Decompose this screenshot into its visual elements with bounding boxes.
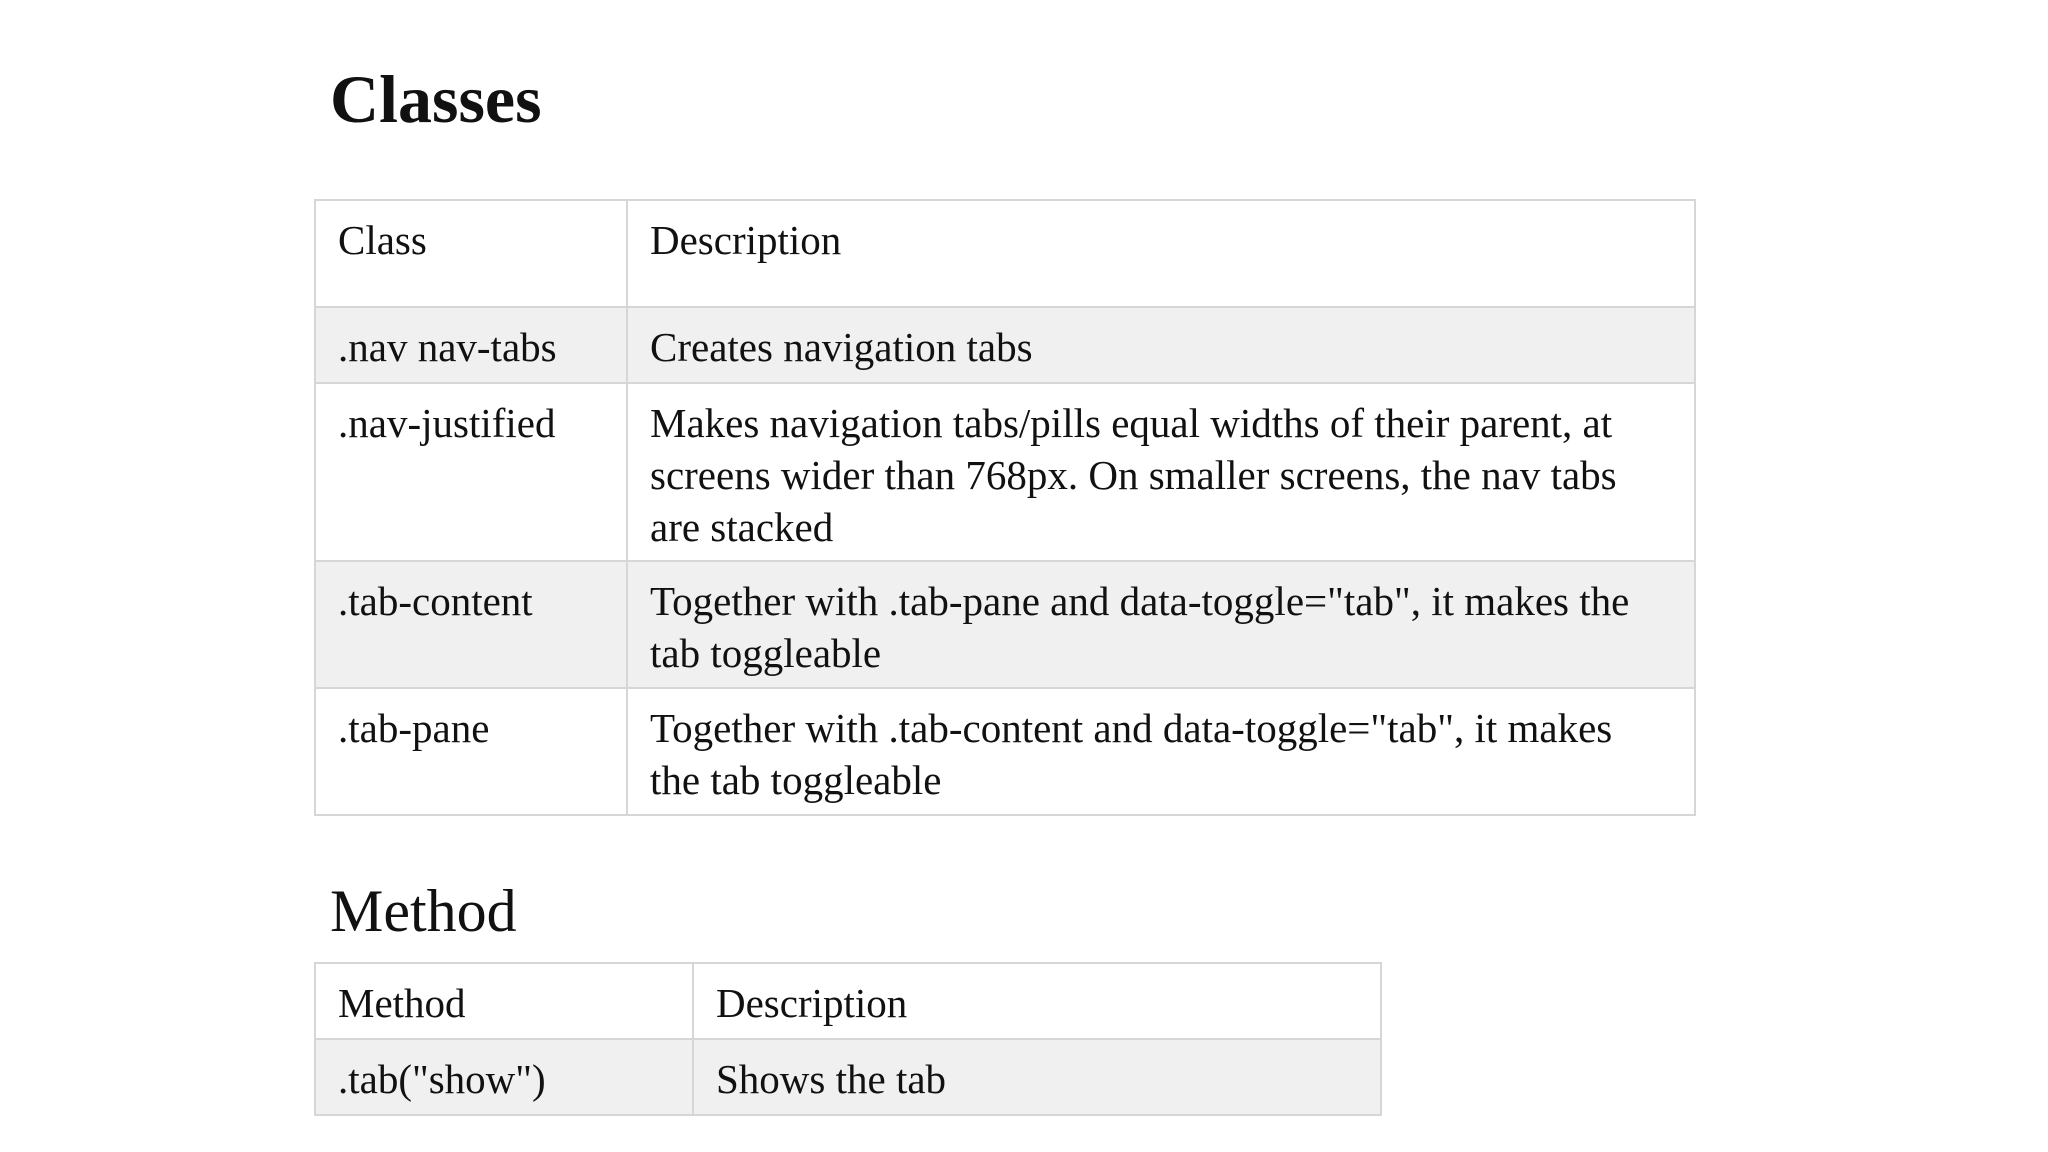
table-row (315, 688, 1695, 815)
class-name-cell: .tab-pane (315, 688, 627, 815)
header-cell-description: Description (627, 200, 1695, 307)
header-cell-class: Class (315, 200, 627, 307)
method-name-cell: .tab("show") (315, 1039, 693, 1115)
table-row (315, 307, 1695, 383)
table-header-row (315, 200, 1695, 307)
description-cell: Makes navigation tabs/pills equal widths of their parent, at screens wider than 768px. On smaller screens, the nav tabs are stacked (627, 383, 1695, 561)
classes-table (314, 199, 1696, 816)
description-cell: Together with .tab-content and data-toggle="tab", it makes the tab toggleable (627, 688, 1695, 815)
description-cell: Together with .tab-pane and data-toggle="tab", it makes the tab toggleable (627, 561, 1695, 688)
class-name-cell: .nav-justified (315, 383, 627, 561)
table-row (315, 561, 1695, 688)
description-cell: Shows the tab (693, 1039, 1381, 1115)
table-header-row (315, 963, 1381, 1039)
classes-heading: Classes (330, 61, 542, 137)
table-row (315, 1039, 1381, 1115)
header-cell-description: Description (693, 963, 1381, 1039)
method-table (314, 962, 1382, 1116)
class-name-cell: .nav nav-tabs (315, 307, 627, 383)
table-row (315, 383, 1695, 561)
header-cell-method: Method (315, 963, 693, 1039)
description-cell: Creates navigation tabs (627, 307, 1695, 383)
class-name-cell: .tab-content (315, 561, 627, 688)
method-heading: Method (330, 878, 517, 944)
